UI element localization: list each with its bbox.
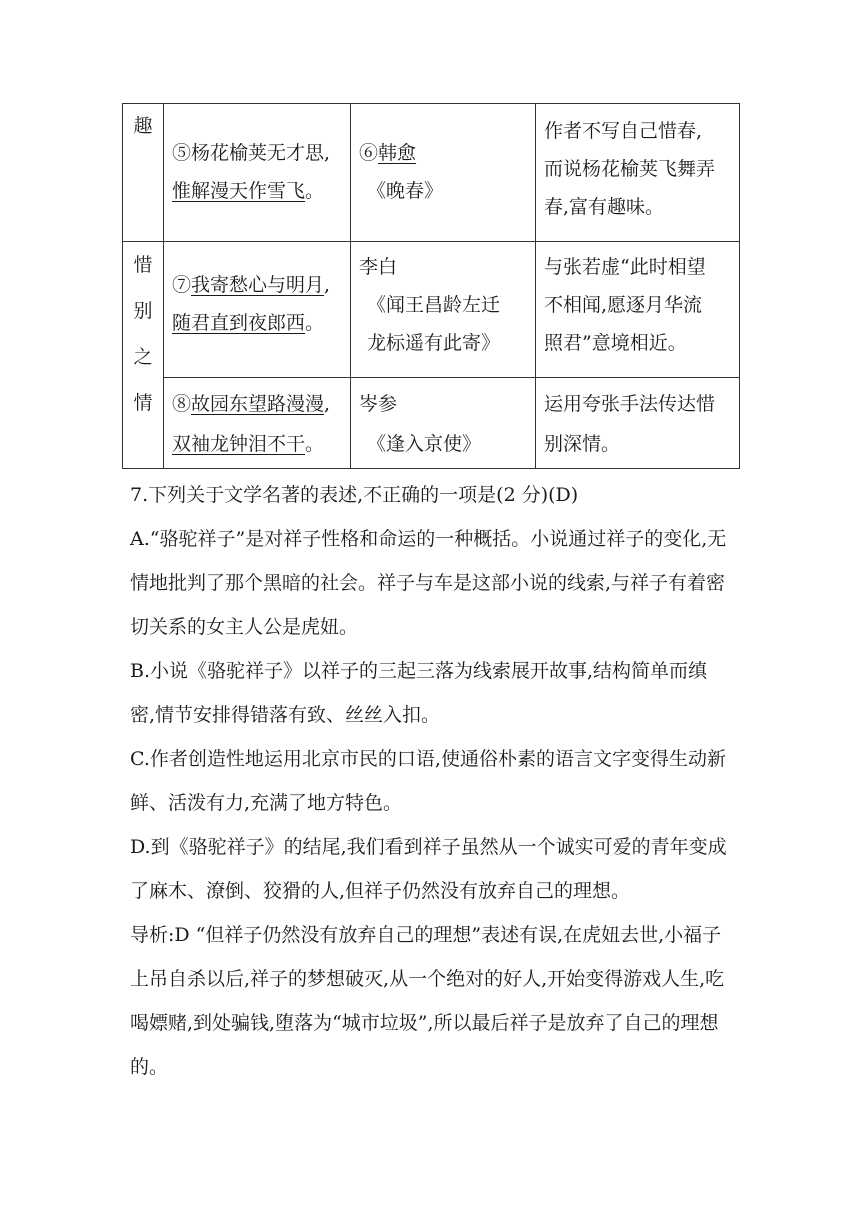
- blank-answer: 我寄愁心与明月: [191, 274, 325, 296]
- author-cell: [351, 242, 536, 378]
- blank-answer: 惟解漫天作雪飞: [172, 180, 306, 202]
- poem-table: [122, 103, 740, 469]
- punctuation: 。: [305, 180, 325, 202]
- table-row: [123, 378, 740, 469]
- note-line: 而说杨花榆荚飞舞弄: [544, 158, 716, 180]
- poem-line: [172, 302, 342, 340]
- circled-number: ⑤: [172, 142, 192, 164]
- note-line: 不相闻,愿逐月华流: [544, 294, 703, 316]
- note-line: 别深情。: [544, 433, 621, 455]
- punctuation: ,: [324, 393, 331, 415]
- blank-answer: 双袖龙钟泪不干: [172, 433, 306, 455]
- analysis-text: 导析:D “但祥子仍然没有放弃自己的理想”表述有误,在虎妞去世,小福子上吊自杀以后,祥子的梦想破灭,从一个绝对的好人,开始变得游戏人生,吃喝嫖赌,到处骗钱,堕落为“城市垃圾”,所以最后祥子是放弃了自己的理想的。: [130, 924, 725, 1078]
- category-cell: [123, 104, 164, 242]
- author-name: 李白: [359, 256, 398, 278]
- category-cell: [123, 242, 164, 469]
- author-cell: [351, 378, 536, 469]
- poem-line: [172, 384, 342, 424]
- note-line: 与张若虚“此时相望: [544, 256, 706, 278]
- circled-number: ⑧: [172, 393, 192, 415]
- category-label: 惜 别 之 情: [133, 254, 153, 414]
- table-row: [123, 104, 740, 242]
- option-b: B.小说《骆驼祥子》以祥子的三起三落为线索展开故事,结构简单而缜密,情节安排得错落有致、丝丝入扣。: [130, 660, 708, 726]
- blank-answer: 随君直到夜郎西: [172, 312, 306, 334]
- poem-line: [172, 170, 342, 208]
- poem-text: 杨花榆荚无才思,: [191, 142, 331, 164]
- author-cell: [351, 104, 536, 242]
- question-block: [130, 473, 730, 1089]
- poem-line: [172, 424, 342, 464]
- note-cell: [536, 378, 740, 469]
- blank-answer: 故园东望路漫漫: [191, 393, 325, 415]
- poem-line-cell: [164, 104, 351, 242]
- work-title: 龙标遥有此寄》: [367, 332, 501, 354]
- punctuation: 。: [305, 433, 325, 455]
- option-d: D.到《骆驼祥子》的结尾,我们看到祥子虽然从一个诚实可爱的青年变成了麻木、潦倒、狡猾的人,但祥子仍然没有放弃自己的理想。: [130, 836, 727, 902]
- punctuation: 。: [305, 312, 325, 334]
- note-line: 春,富有趣味。: [544, 196, 665, 218]
- category-label: 趣: [133, 115, 153, 137]
- blank-answer: 韩愈: [378, 142, 417, 164]
- option-c: C.作者创造性地运用北京市民的口语,使通俗朴素的语言文字变得生动新鲜、活泼有力,充满了地方特色。: [130, 748, 726, 814]
- author-line: [359, 104, 527, 170]
- table-row: [123, 242, 740, 378]
- circled-number: ⑦: [172, 274, 192, 296]
- work-title: 《晚春》: [367, 180, 444, 202]
- note-cell: [536, 104, 740, 242]
- option-a: A.“骆驼祥子”是对祥子性格和命运的一种概括。小说通过祥子的变化,无情地批判了那个黑暗的社会。祥子与车是这部小说的线索,与祥子有着密切关系的女主人公是虎妞。: [130, 528, 727, 638]
- poem-line: [172, 104, 342, 170]
- note-line: 照君”意境相近。: [544, 332, 687, 354]
- poem-line-cell: [164, 378, 351, 469]
- circled-number: ⑥: [359, 142, 379, 164]
- poem-line: [172, 242, 342, 302]
- author-name: 岑参: [359, 393, 398, 415]
- work-title: 《闻王昌龄左迁: [367, 294, 501, 316]
- punctuation: ,: [324, 274, 331, 296]
- note-cell: [536, 242, 740, 378]
- note-line: 作者不写自己惜春,: [544, 120, 703, 142]
- note-line: 运用夸张手法传达惜: [544, 393, 716, 415]
- poem-line-cell: [164, 242, 351, 378]
- work-title: 《逢入京使》: [367, 433, 482, 455]
- question-stem: 7.下列关于文学名著的表述,不正确的一项是(2 分)(D): [130, 484, 579, 506]
